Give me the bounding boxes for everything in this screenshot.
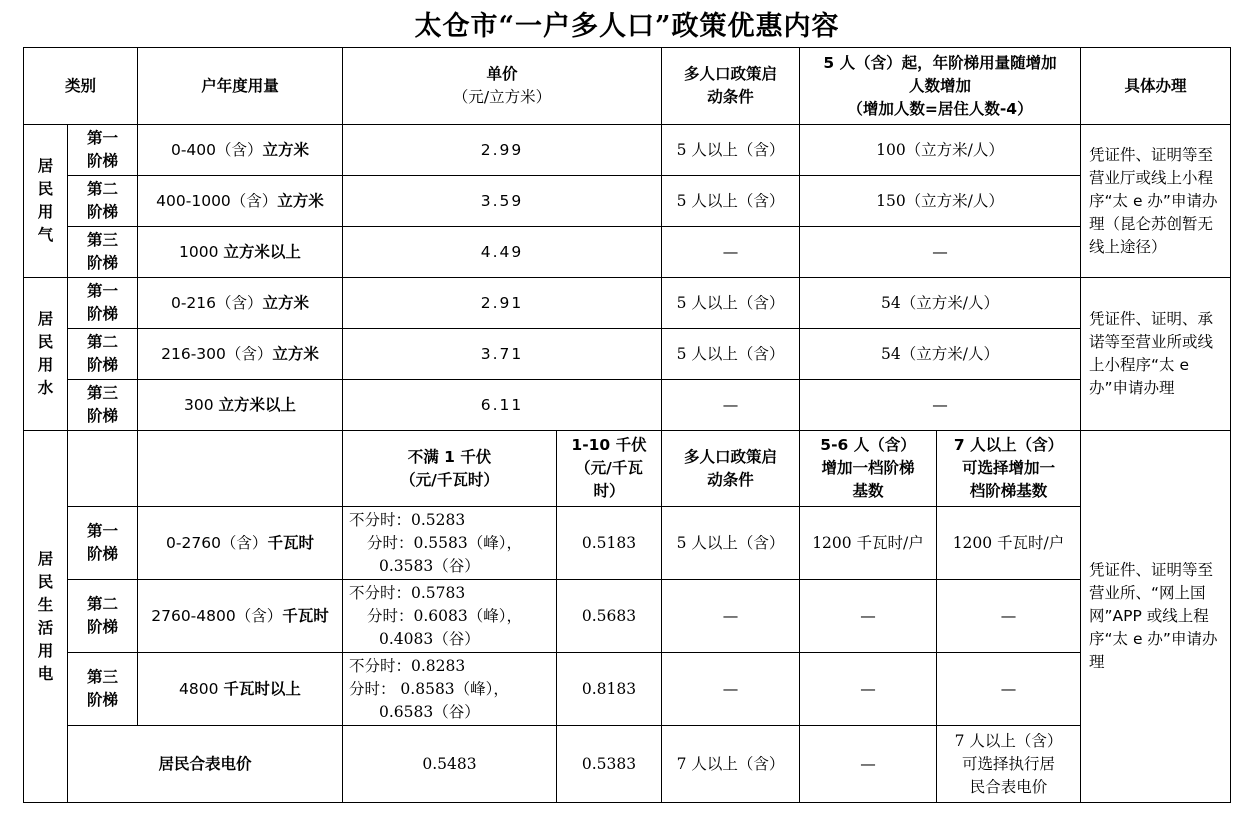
tier-line2: 阶梯 [86, 305, 118, 323]
five-six-line2: 增加一档阶梯 [821, 459, 915, 477]
electricity-5-6-increase: — [800, 653, 937, 726]
water-tier-label [68, 329, 138, 380]
seven-line2: 可选择增加一 [961, 459, 1055, 477]
price-valley: 0.6583（谷） [379, 702, 480, 721]
electricity-tier-label [68, 507, 138, 580]
tier-line2: 阶梯 [86, 618, 118, 636]
electricity-row-1 [24, 507, 1231, 580]
header-increase-line1: 5 人（含）起，年阶梯用量随增加 [823, 53, 1057, 72]
electricity-5-6-increase: — [800, 580, 937, 653]
electricity-process: 凭证件、证明等至营业所、“网上国网”APP 或线上程序“太 e 办”申请办理 [1081, 431, 1231, 803]
water-category-char: 水 [37, 379, 54, 397]
kv-line2: （元/千瓦 [575, 459, 643, 477]
electricity-usage [138, 580, 343, 653]
electricity-under-1kv-price [343, 507, 557, 580]
gas-tier-label [68, 176, 138, 227]
header-condition-line1: 多人口政策启 [683, 65, 777, 83]
usage-unit: 立方米 [277, 191, 324, 210]
combined-7plus-line1: 7 人以上（含） [954, 731, 1063, 750]
usage-range: 0-400（含） [170, 140, 263, 159]
usage-unit: 千瓦时 [282, 606, 329, 625]
electricity-7plus-increase: 1200 千瓦时/户 [937, 507, 1081, 580]
gas-process: 凭证件、证明等至营业厅或线上小程序“太 e 办”申请办理（昆仑苏创暂无线上途径） [1081, 125, 1231, 278]
page-title: 太仓市“一户多人口”政策优惠内容 [414, 11, 840, 42]
tier-line1: 第一 [86, 282, 118, 300]
electricity-1-10kv-header [557, 431, 662, 507]
gas-tier-label [68, 125, 138, 176]
electricity-condition: — [662, 653, 800, 726]
combined-7plus-line3: 民合表电价 [969, 777, 1048, 796]
tier-line2: 阶梯 [86, 691, 118, 709]
usage-unit: 立方米 [272, 344, 319, 363]
electricity-category-char: 居 [37, 549, 54, 568]
header-unit-price-line1: 单价 [486, 65, 518, 83]
combined-7plus [937, 726, 1081, 803]
seven-line3: 档阶梯基数 [969, 482, 1048, 500]
water-row-3 [24, 380, 1231, 431]
water-condition: — [662, 380, 800, 431]
electricity-category [24, 431, 68, 803]
water-row-2 [24, 329, 1231, 380]
tier-line2: 阶梯 [86, 152, 118, 170]
policy-table [23, 47, 1231, 803]
electricity-under-1kv-header [343, 431, 557, 507]
gas-condition: 5 人以上（含） [662, 176, 800, 227]
water-process: 凭证件、证明、承诺等至营业所或线上小程序“太 e 办”申请办理 [1081, 278, 1231, 431]
water-category-char: 居 [37, 310, 54, 328]
usage-range: 400-1000（含） [156, 191, 278, 210]
water-increase: 54（立方米/人） [800, 329, 1081, 380]
electricity-category-char: 生 [37, 595, 54, 614]
gas-increase: — [800, 227, 1081, 278]
electricity-subheader-row [24, 431, 1231, 507]
electricity-5-6-header [800, 431, 937, 507]
electricity-category-char: 活 [37, 618, 54, 637]
gas-price: 4.49 [343, 227, 662, 278]
tier-line2: 阶梯 [86, 545, 118, 563]
tier-line1: 第一 [86, 129, 118, 147]
gas-category-char: 气 [37, 226, 54, 244]
price-peak: 分时： 0.8583（峰）， [349, 679, 509, 698]
header-increase [800, 48, 1081, 125]
water-usage [138, 380, 343, 431]
electricity-under-1kv-price [343, 580, 557, 653]
usage-range: 216-300（含） [161, 344, 273, 363]
tier-line2: 阶梯 [86, 203, 118, 221]
tier-line1: 第二 [86, 333, 118, 351]
usage-range: 0-2760（含） [166, 533, 268, 552]
gas-increase: 100（立方米/人） [800, 125, 1081, 176]
header-annual-usage: 户年度用量 [138, 48, 343, 125]
price-valley: 0.4083（谷） [379, 629, 480, 648]
electricity-7plus-increase: — [937, 580, 1081, 653]
price-flat: 不分时：0.8283 [349, 656, 466, 675]
water-price: 3.71 [343, 329, 662, 380]
water-price: 2.91 [343, 278, 662, 329]
usage-range: 4800 [179, 679, 224, 698]
water-price: 6.11 [343, 380, 662, 431]
electricity-category-char: 电 [37, 664, 54, 683]
combined-5-6: — [800, 726, 937, 803]
usage-range: 0-216（含） [170, 293, 263, 312]
five-six-line1: 5-6 人（含） [820, 436, 916, 454]
condition-line2: 动条件 [707, 470, 754, 489]
electricity-condition-header [662, 431, 800, 507]
gas-usage [138, 125, 343, 176]
price-flat: 不分时：0.5283 [349, 510, 466, 529]
price-valley: 0.3583（谷） [379, 556, 480, 575]
gas-row-2 [24, 176, 1231, 227]
water-category-char: 用 [37, 356, 54, 374]
water-tier-label [68, 380, 138, 431]
tier-line1: 第三 [86, 231, 118, 249]
electricity-7plus-header [937, 431, 1081, 507]
electricity-usage [138, 653, 343, 726]
usage-unit: 千瓦时以上 [223, 679, 301, 698]
usage-unit: 立方米以上 [223, 242, 301, 261]
electricity-tier-label [68, 580, 138, 653]
usage-range: 1000 [179, 242, 224, 261]
usage-unit: 千瓦时 [267, 533, 314, 552]
price-peak: 分时：0.5583（峰）， [367, 533, 522, 552]
tier-line1: 第三 [86, 384, 118, 402]
tier-line1: 第一 [86, 522, 118, 540]
tier-line2: 阶梯 [86, 407, 118, 425]
water-usage [138, 329, 343, 380]
electricity-category-char: 民 [37, 572, 54, 591]
gas-increase: 150（立方米/人） [800, 176, 1081, 227]
electricity-condition: 5 人以上（含） [662, 507, 800, 580]
electricity-7plus-increase: — [937, 653, 1081, 726]
water-category-char: 民 [37, 333, 54, 351]
electricity-condition: — [662, 580, 800, 653]
gas-category-char: 居 [37, 157, 54, 175]
header-condition [662, 48, 800, 125]
electricity-category-char: 用 [37, 641, 54, 660]
water-increase: 54（立方米/人） [800, 278, 1081, 329]
water-usage [138, 278, 343, 329]
gas-row-1 [24, 125, 1231, 176]
tier-line1: 第二 [86, 595, 118, 613]
gas-condition: — [662, 227, 800, 278]
water-tier-label [68, 278, 138, 329]
gas-price: 2.99 [343, 125, 662, 176]
five-six-line3: 基数 [852, 482, 884, 500]
header-increase-line3: （增加人数=居住人数-4） [847, 99, 1033, 118]
gas-tier-label [68, 227, 138, 278]
combined-price: 0.5483 [343, 726, 557, 803]
price-peak: 分时：0.6083（峰）， [367, 606, 522, 625]
tier-line2: 阶梯 [86, 356, 118, 374]
gas-usage [138, 176, 343, 227]
combined-label: 居民合表电价 [68, 726, 343, 803]
combined-1-10kv-price: 0.5383 [557, 726, 662, 803]
water-increase: — [800, 380, 1081, 431]
gas-category [24, 125, 68, 278]
seven-line1: 7 人以上（含） [953, 436, 1064, 454]
electricity-1-10kv-price: 0.5183 [557, 507, 662, 580]
condition-line1: 多人口政策启 [683, 447, 777, 466]
gas-condition: 5 人以上（含） [662, 125, 800, 176]
usage-range: 2760-4800（含） [151, 606, 283, 625]
header-process: 具体办理 [1081, 48, 1231, 125]
electricity-combined-row [24, 726, 1231, 803]
header-unit-price [343, 48, 662, 125]
electricity-row-2 [24, 580, 1231, 653]
electricity-tier-label [68, 653, 138, 726]
electricity-1-10kv-price: 0.8183 [557, 653, 662, 726]
price-flat: 不分时：0.5783 [349, 583, 466, 602]
header-condition-line2: 动条件 [707, 88, 754, 106]
header-row [24, 48, 1231, 125]
under-1kv-line1: 不满 1 千伏 [407, 447, 492, 466]
combined-7plus-line2: 可选择执行居 [961, 754, 1055, 773]
header-increase-line2: 人数增加 [908, 76, 971, 95]
header-category: 类别 [24, 48, 138, 125]
usage-unit: 立方米以上 [218, 395, 297, 414]
electricity-row-3 [24, 653, 1231, 726]
gas-row-3 [24, 227, 1231, 278]
combined-condition: 7 人以上（含） [662, 726, 800, 803]
usage-unit: 立方米 [262, 293, 310, 312]
water-row-1 [24, 278, 1231, 329]
electricity-subheader-blank [68, 431, 138, 507]
water-category [24, 278, 68, 431]
water-condition: 5 人以上（含） [662, 329, 800, 380]
kv-line1: 1-10 千伏 [571, 436, 647, 454]
under-1kv-line2: （元/千瓦时） [400, 470, 499, 489]
tier-line2: 阶梯 [86, 254, 118, 272]
electricity-usage [138, 507, 343, 580]
tier-line1: 第二 [86, 180, 118, 198]
header-unit-price-line2: （元/立方米） [452, 88, 552, 106]
gas-usage [138, 227, 343, 278]
electricity-under-1kv-price [343, 653, 557, 726]
tier-line1: 第三 [86, 668, 118, 686]
water-condition: 5 人以上（含） [662, 278, 800, 329]
gas-category-char: 用 [37, 203, 54, 221]
electricity-1-10kv-price: 0.5683 [557, 580, 662, 653]
usage-range: 300 [183, 395, 219, 414]
gas-category-char: 民 [37, 180, 54, 198]
electricity-subheader-blank [138, 431, 343, 507]
electricity-5-6-increase: 1200 千瓦时/户 [800, 507, 937, 580]
kv-line3: 时） [593, 482, 625, 500]
usage-unit: 立方米 [262, 140, 310, 159]
gas-price: 3.59 [343, 176, 662, 227]
